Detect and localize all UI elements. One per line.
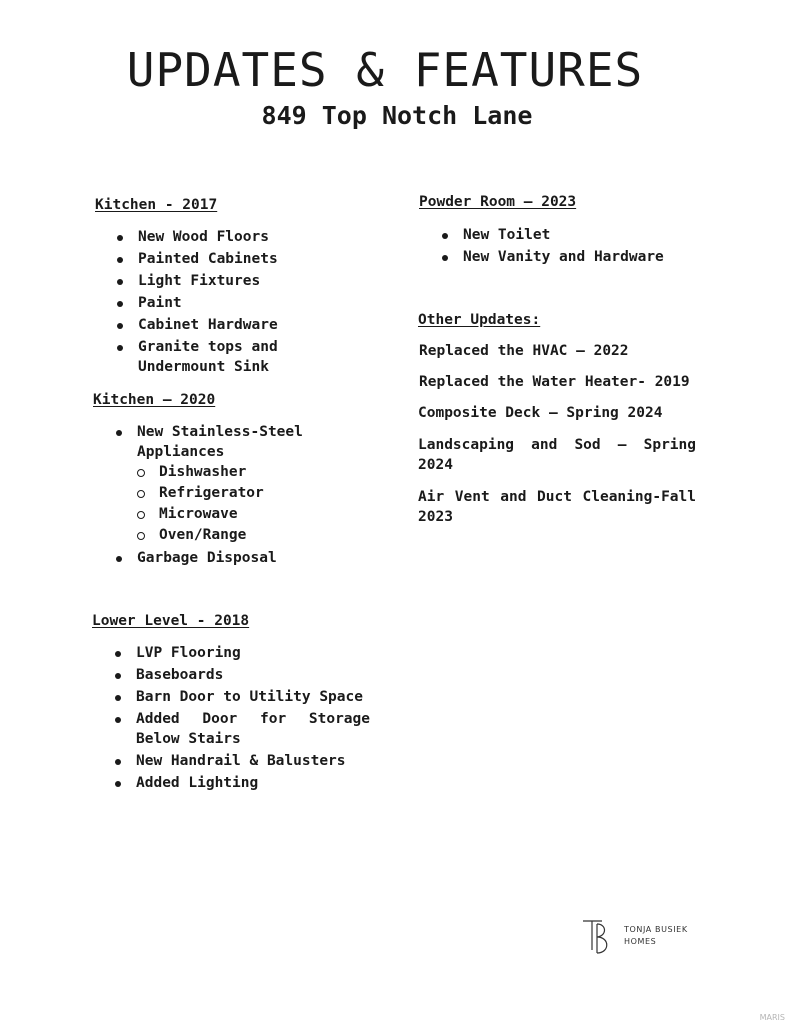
list-item: New Wood Floors <box>114 227 314 247</box>
list-item: Added Lighting <box>112 773 370 793</box>
brand-name-line2: HOMES <box>624 937 657 946</box>
watermark: MARIS <box>759 1013 785 1022</box>
powder-room-2023-heading: Powder Room – 2023 <box>419 194 577 210</box>
list-item: Painted Cabinets <box>114 249 314 269</box>
other-updates-heading: Other Updates: <box>418 312 541 328</box>
other-update-item: Landscaping and Sod – Spring 2024 <box>418 437 696 473</box>
lower-level-2018-list <box>112 643 370 795</box>
other-update-item: Replaced the HVAC – 2022 <box>419 343 629 359</box>
list-item: Granite tops and Undermount Sink <box>114 337 314 377</box>
powder-room-2023-list <box>439 225 699 269</box>
sub-list-item: Oven/Range <box>113 525 323 546</box>
brand-name <box>624 924 688 948</box>
list-item: Light Fixtures <box>114 271 314 291</box>
lower-level-2018-heading: Lower Level - 2018 <box>92 613 250 629</box>
list-item: New Vanity and Hardware <box>439 247 699 267</box>
list-item: Paint <box>114 293 314 313</box>
list-item: Barn Door to Utility Space <box>112 687 370 707</box>
list-item: Added Door for Storage Below Stairs <box>112 709 370 749</box>
kitchen-2020-heading: Kitchen – 2020 <box>93 392 216 408</box>
brand-logo <box>580 916 700 956</box>
kitchen-2017-list <box>114 227 314 379</box>
other-update-item: Composite Deck – Spring 2024 <box>418 405 663 421</box>
property-address: 849 Top Notch Lane <box>261 101 533 130</box>
kitchen-2017-heading: Kitchen - 2017 <box>95 197 218 213</box>
brand-name-line1: TONJA BUSIEK <box>624 925 688 934</box>
list-item: Baseboards <box>112 665 370 685</box>
page-title: UPDATES & FEATURES <box>126 43 644 97</box>
kitchen-2020-list <box>113 422 323 570</box>
tb-monogram-icon <box>580 916 620 956</box>
list-item: Garbage Disposal <box>113 548 323 568</box>
sub-list-item: Microwave <box>113 504 323 525</box>
sub-list-item: Refrigerator <box>113 483 323 504</box>
other-update-item: Replaced the Water Heater- 2019 <box>419 374 690 390</box>
list-item: New Toilet <box>439 225 699 245</box>
list-item: LVP Flooring <box>112 643 370 663</box>
list-item <box>113 422 323 546</box>
sub-list-item: Dishwasher <box>113 462 323 483</box>
other-update-item: Air Vent and Duct Cleaning-Fall 2023 <box>418 489 696 525</box>
list-item: Cabinet Hardware <box>114 315 314 335</box>
appliances-label: New Stainless-Steel Appliances <box>137 424 303 460</box>
appliance-sublist <box>113 462 323 546</box>
list-item: New Handrail & Balusters <box>112 751 370 771</box>
